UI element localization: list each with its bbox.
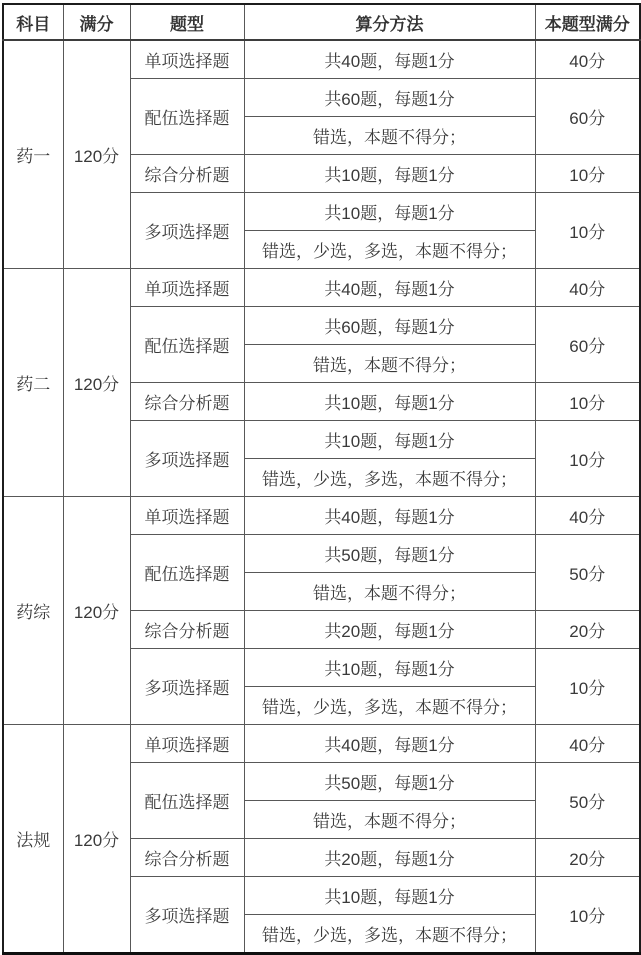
question-type-cell: 配伍选择题 [130, 763, 244, 839]
table-row [3, 40, 640, 79]
type-score-cell: 20分 [535, 611, 640, 649]
header-scoring-method: 算分方法 [244, 4, 535, 40]
question-type-cell: 配伍选择题 [130, 307, 244, 383]
method-cell: 共10题，每题1分 [244, 155, 535, 193]
subject-cell: 法规 [3, 725, 63, 954]
question-type-cell: 单项选择题 [130, 40, 244, 79]
full-score-cell: 120分 [63, 40, 130, 269]
method-cell: 共40题，每题1分 [244, 269, 535, 307]
question-type-cell: 多项选择题 [130, 193, 244, 269]
type-score-cell: 10分 [535, 877, 640, 954]
question-type-cell: 多项选择题 [130, 421, 244, 497]
question-type-cell: 综合分析题 [130, 839, 244, 877]
type-score-cell: 10分 [535, 649, 640, 725]
method-cell: 共40题，每题1分 [244, 725, 535, 763]
table-row [3, 269, 640, 307]
method-cell: 错选，少选，多选，本题不得分； [244, 459, 535, 497]
subject-cell: 药一 [3, 40, 63, 269]
type-score-cell: 10分 [535, 193, 640, 269]
type-score-cell: 50分 [535, 535, 640, 611]
type-score-cell: 10分 [535, 383, 640, 421]
method-cell: 共10题，每题1分 [244, 383, 535, 421]
table-header [3, 4, 640, 40]
question-type-cell: 综合分析题 [130, 611, 244, 649]
full-score-cell: 120分 [63, 725, 130, 954]
method-cell: 共50题，每题1分 [244, 535, 535, 573]
method-cell: 共20题，每题1分 [244, 839, 535, 877]
table-body [3, 40, 640, 954]
type-score-cell: 40分 [535, 269, 640, 307]
method-cell: 共20题，每题1分 [244, 611, 535, 649]
subject-cell: 药二 [3, 269, 63, 497]
question-type-cell: 综合分析题 [130, 383, 244, 421]
method-cell: 错选，本题不得分； [244, 573, 535, 611]
table-row [3, 725, 640, 763]
header-subject: 科目 [3, 4, 63, 40]
type-score-cell: 20分 [535, 839, 640, 877]
full-score-cell: 120分 [63, 269, 130, 497]
type-score-cell: 60分 [535, 79, 640, 155]
method-cell: 共50题，每题1分 [244, 763, 535, 801]
method-cell: 共60题，每题1分 [244, 307, 535, 345]
type-score-cell: 40分 [535, 497, 640, 535]
method-cell: 错选，本题不得分； [244, 345, 535, 383]
method-cell: 共40题，每题1分 [244, 497, 535, 535]
method-cell: 共60题，每题1分 [244, 79, 535, 117]
exam-scoring-table [2, 3, 641, 955]
method-cell: 错选，少选，多选，本题不得分； [244, 687, 535, 725]
question-type-cell: 单项选择题 [130, 497, 244, 535]
method-cell: 错选，少选，多选，本题不得分； [244, 231, 535, 269]
method-cell: 共10题，每题1分 [244, 193, 535, 231]
type-score-cell: 10分 [535, 421, 640, 497]
question-type-cell: 多项选择题 [130, 877, 244, 954]
type-score-cell: 10分 [535, 155, 640, 193]
subject-cell: 药综 [3, 497, 63, 725]
header-question-type: 题型 [130, 4, 244, 40]
method-cell: 共10题，每题1分 [244, 421, 535, 459]
table-row [3, 497, 640, 535]
header-full-score: 满分 [63, 4, 130, 40]
type-score-cell: 60分 [535, 307, 640, 383]
type-score-cell: 40分 [535, 40, 640, 79]
method-cell: 共10题，每题1分 [244, 877, 535, 915]
question-type-cell: 配伍选择题 [130, 535, 244, 611]
question-type-cell: 综合分析题 [130, 155, 244, 193]
question-type-cell: 单项选择题 [130, 269, 244, 307]
method-cell: 错选，少选，多选，本题不得分； [244, 915, 535, 954]
method-cell: 共10题，每题1分 [244, 649, 535, 687]
header-type-full-score: 本题型满分 [535, 4, 640, 40]
question-type-cell: 多项选择题 [130, 649, 244, 725]
question-type-cell: 配伍选择题 [130, 79, 244, 155]
header-row [3, 4, 640, 40]
method-cell: 错选，本题不得分； [244, 801, 535, 839]
full-score-cell: 120分 [63, 497, 130, 725]
question-type-cell: 单项选择题 [130, 725, 244, 763]
type-score-cell: 50分 [535, 763, 640, 839]
method-cell: 错选，本题不得分； [244, 117, 535, 155]
type-score-cell: 40分 [535, 725, 640, 763]
method-cell: 共40题，每题1分 [244, 40, 535, 79]
